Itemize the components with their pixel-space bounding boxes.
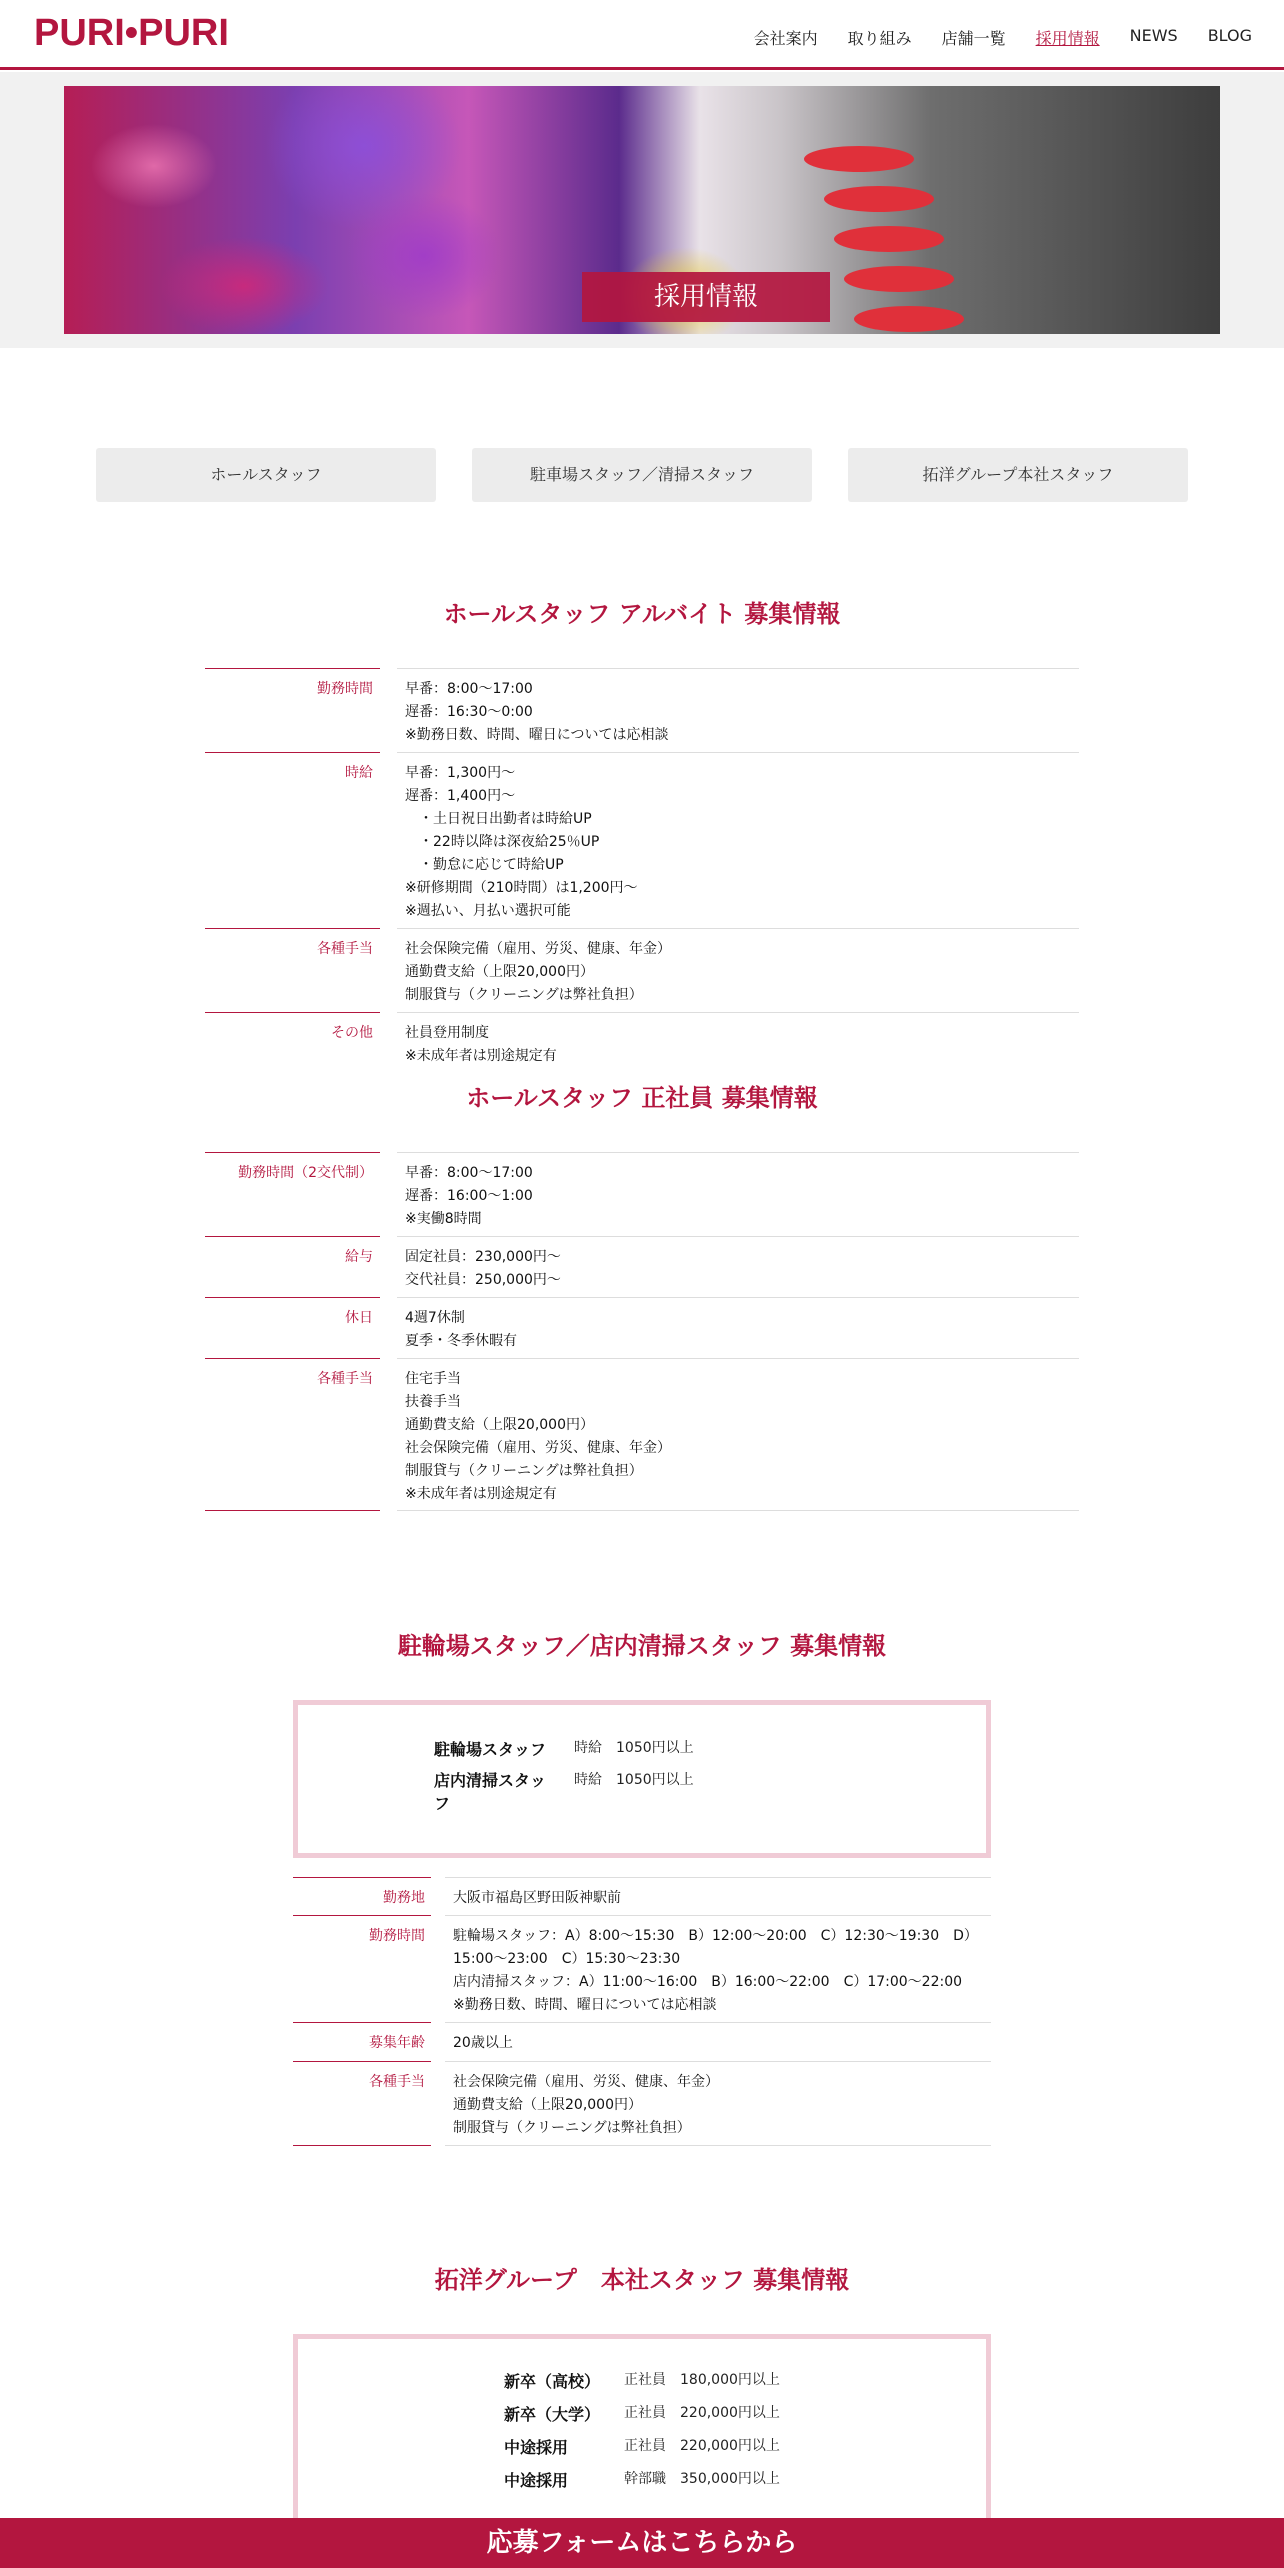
section-title-hall-parttime: ホールスタッフ アルバイト 募集情報 — [443, 600, 841, 628]
position-name: 新卒（高校） — [504, 2372, 601, 2391]
row-value: 駐輪場スタッフ：A）8:00～15:30 B）12:00～20:00 C）12:30～19:30 D） 15:00～23:00 C）15:30～23:30 店内清掃スタッフ：A）11:00～16:00 B）16:00～22:00 C）17:00～22:00 ※勤務日数、時間、曜日については応相談 — [453, 1928, 978, 2013]
employment-type: 時給 — [574, 1740, 602, 1756]
pay-amount: 220,000円以上 — [680, 2438, 780, 2454]
hero-stools-decoration — [764, 86, 1220, 334]
row-label: 勤務時間（2交代制） — [238, 1165, 373, 1181]
row-label: 各種手当 — [317, 941, 373, 957]
row-value: 住宅手当 扶養手当 通勤費支給（上限20,000円） 社会保険完備（雇用、労災、健康、年金） 制服貸与（クリーニングは弊社負担） ※未成年者は別途規定有 — [405, 1371, 671, 1502]
position-name: 新卒（大学） — [504, 2405, 601, 2424]
position-name: 中途採用 — [504, 2471, 569, 2490]
nav-item-initiatives[interactable]: 取り組み — [847, 29, 912, 48]
hero-image — [64, 86, 1220, 334]
nav-item-blog[interactable]: BLOG — [1207, 26, 1252, 45]
section-title-head-office: 拓洋グループ 本社スタッフ 募集情報 — [434, 2266, 850, 2294]
tab-hall-staff[interactable]: ホールスタッフ — [96, 448, 436, 502]
row-label: 各種手当 — [317, 1371, 373, 1387]
row-label: 勤務時間 — [369, 1928, 425, 1944]
employment-type: 幹部職 — [624, 2471, 666, 2487]
employment-type: 正社員 — [624, 2405, 666, 2421]
list-item — [504, 2369, 780, 2392]
row-label: 時給 — [345, 765, 373, 781]
hero-title: 採用情報 — [582, 272, 830, 322]
pay-amount: 350,000円以上 — [680, 2471, 780, 2487]
row-value: 社会保険完備（雇用、労災、健康、年金） 通勤費支給（上限20,000円） 制服貸与（クリーニングは弊社負担） — [405, 941, 671, 1003]
salary-summary-box — [293, 2334, 991, 2534]
main-nav — [724, 26, 1252, 49]
row-label: 給与 — [345, 1249, 373, 1265]
list-item — [434, 1737, 694, 1760]
row-value: 20歳以上 — [453, 2035, 513, 2051]
row-value: 4週7休制 夏季・冬季休暇有 — [405, 1310, 517, 1349]
pay-amount: 1050円以上 — [616, 1740, 694, 1756]
position-name: 駐輪場スタッフ — [434, 1740, 547, 1759]
row-value: 早番：1,300円～ 遅番：1,400円～ ・土日祝日出勤者は時給UP ・22時以降は深夜給25％UP ・勤怠に応じて時給UP ※研修期間（210時間）は1,200円～ ※週払い、月払い選択可能 — [405, 765, 638, 919]
tab-head-office-staff[interactable]: 拓洋グループ本社スタッフ — [848, 448, 1188, 502]
row-label: 募集年齢 — [369, 2035, 425, 2051]
row-label: 勤務地 — [383, 1890, 425, 1906]
pay-amount: 220,000円以上 — [680, 2405, 780, 2421]
site-header — [0, 0, 1284, 70]
position-name: 中途採用 — [504, 2438, 569, 2457]
nav-item-company[interactable]: 会社案内 — [753, 29, 818, 48]
nav-item-stores[interactable]: 店舗一覧 — [941, 29, 1006, 48]
row-label: 各種手当 — [369, 2074, 425, 2090]
list-item — [504, 2402, 780, 2425]
apply-form-button[interactable]: 応募フォームはこちらから — [0, 2518, 1284, 2568]
tab-parking-cleaning-staff[interactable]: 駐車場スタッフ／清掃スタッフ — [472, 448, 812, 502]
row-value: 大阪市福島区野田阪神駅前 — [453, 1890, 621, 1906]
list-item — [504, 2468, 780, 2491]
pay-amount: 1050円以上 — [616, 1772, 694, 1788]
nav-item-news[interactable]: NEWS — [1129, 26, 1178, 45]
employment-type: 正社員 — [624, 2438, 666, 2454]
list-item — [504, 2435, 780, 2458]
employment-type: 正社員 — [624, 2372, 666, 2388]
row-value: 社会保険完備（雇用、労災、健康、年金） 通勤費支給（上限20,000円） 制服貸与（クリーニングは弊社負担） — [453, 2074, 719, 2136]
pay-amount: 180,000円以上 — [680, 2372, 780, 2388]
row-value: 早番：8:00～17:00 遅番：16:30～0:00 ※勤務日数、時間、曜日については応相談 — [405, 681, 669, 743]
employment-type: 時給 — [574, 1772, 602, 1788]
row-label: その他 — [331, 1025, 373, 1041]
row-label: 休日 — [345, 1310, 373, 1326]
salary-summary-box — [293, 1700, 991, 1858]
nav-item-recruit[interactable]: 採用情報 — [1035, 29, 1100, 48]
position-name: 店内清掃スタッフ — [434, 1771, 547, 1813]
row-label: 勤務時間 — [317, 681, 373, 697]
list-item — [434, 1769, 694, 1815]
section-title-parking-cleaning: 駐輪場スタッフ／店内清掃スタッフ 募集情報 — [397, 1632, 887, 1660]
row-value: 社員登用制度 ※未成年者は別途規定有 — [405, 1025, 557, 1064]
section-title-hall-fulltime: ホールスタッフ 正社員 募集情報 — [466, 1084, 818, 1112]
row-value: 固定社員：230,000円～ 交代社員：250,000円～ — [405, 1249, 561, 1288]
site-logo[interactable]: PURI•PURI — [34, 12, 229, 54]
row-value: 早番：8:00～17:00 遅番：16:00～1:00 ※実働8時間 — [405, 1165, 533, 1227]
